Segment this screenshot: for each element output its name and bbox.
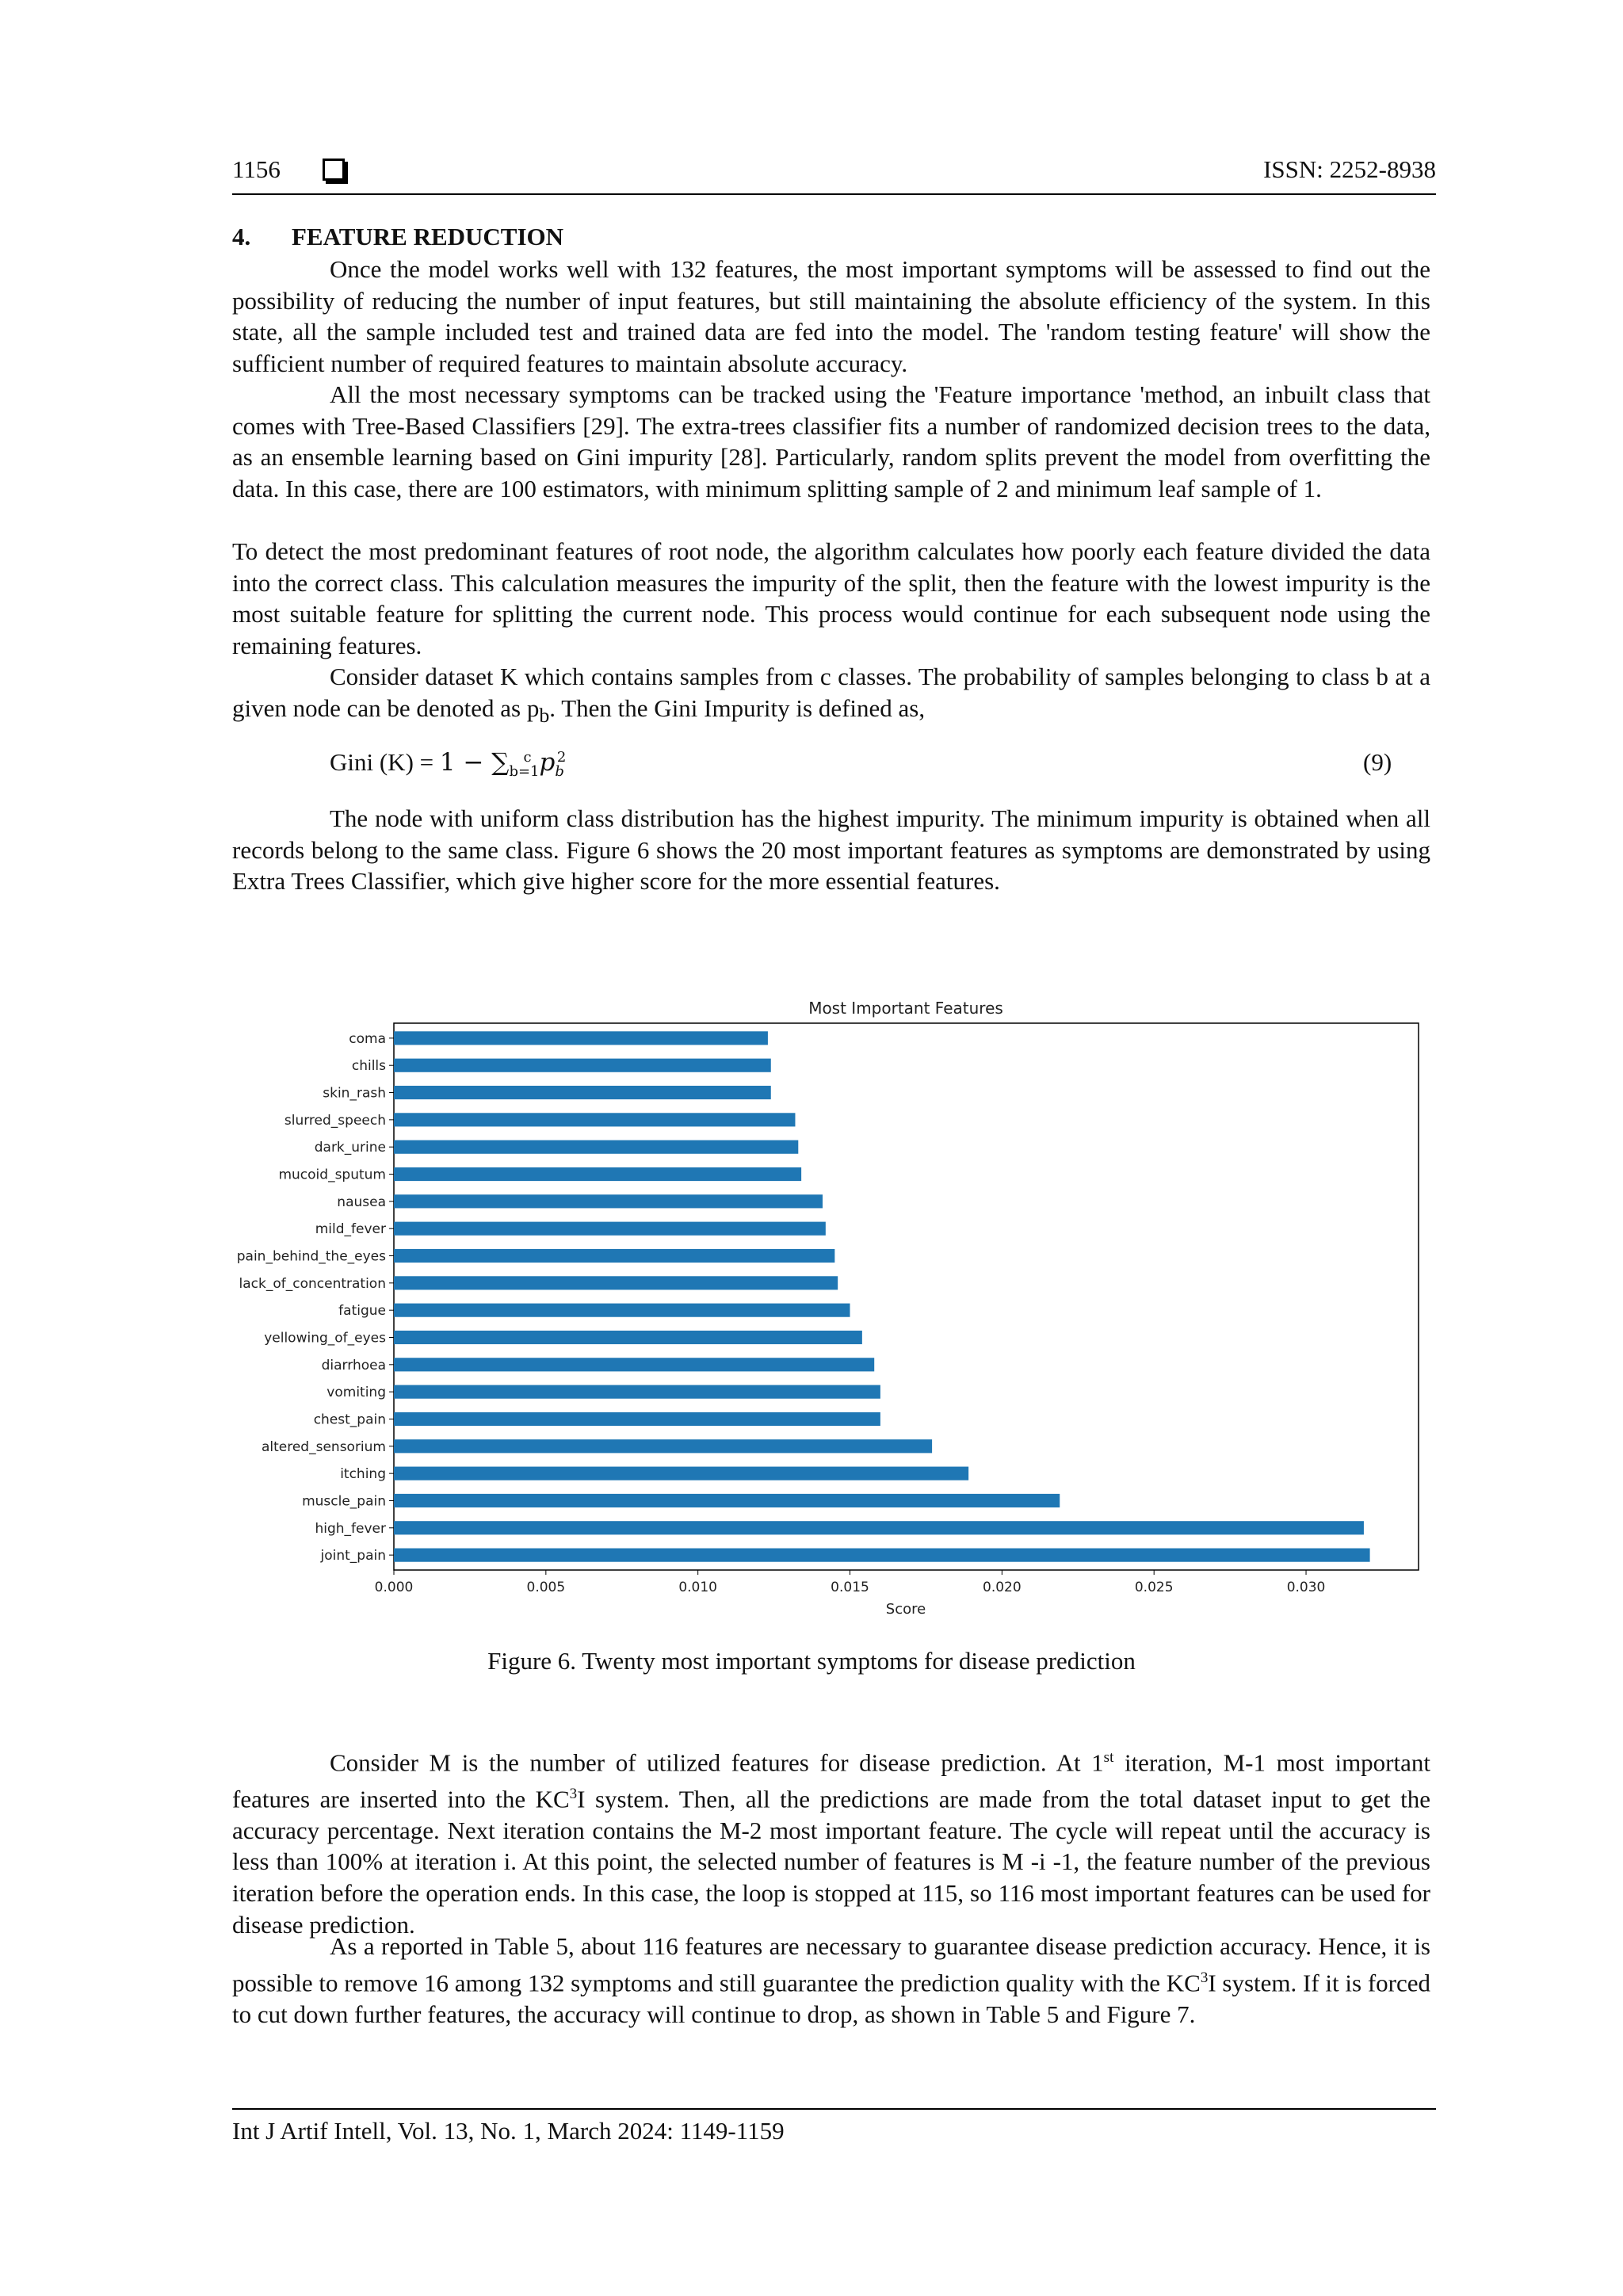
equation-formula: $1 - \sum_{b=1}^c$ $p_b^2$ bbox=[439, 748, 567, 781]
bar-skin_rash bbox=[394, 1086, 771, 1099]
y-tick-label: chest_pain bbox=[313, 1412, 386, 1428]
paragraph-6-superscript-2: 3 bbox=[569, 1785, 578, 1802]
y-axis-labels bbox=[237, 1031, 394, 1564]
bar-lack_of_concentration bbox=[394, 1276, 838, 1289]
bar-dark_urine bbox=[394, 1140, 798, 1154]
y-tick-label: mucoid_sputum bbox=[278, 1167, 386, 1183]
paragraph-7-superscript: 3 bbox=[1200, 1969, 1209, 1986]
bar-coma bbox=[394, 1031, 768, 1045]
paragraph-4-text-a: Consider dataset K which contains samples from c classes. The probability of samples belonging to class b at a given node can be denoted as p bbox=[232, 663, 1430, 722]
bar-mucoid_sputum bbox=[394, 1167, 801, 1181]
bar-vomiting bbox=[394, 1385, 880, 1399]
x-tick-label: 0.030 bbox=[1286, 1580, 1326, 1595]
x-tick-label: 0.025 bbox=[1134, 1580, 1174, 1595]
bar-chest_pain bbox=[394, 1412, 880, 1426]
y-tick-label: dark_urine bbox=[314, 1140, 386, 1156]
paragraph-6-text-c: I system. Then, all the predictions are made from the total dataset input to get the accuracy percentage. Next iteration contains the M-2 most important feature. The cycle will repeat until the accuracy is less than 100% at iteration i. At this point, the selected number of features is M -i -1, the feature number of the previous iteration before the operation ends. In this case, the loop is stopped at 115, so 116 most important features can be used for disease prediction. bbox=[232, 1785, 1430, 1939]
bar-yellowing_of_eyes bbox=[394, 1331, 862, 1344]
y-tick-label: slurred_speech bbox=[284, 1112, 386, 1129]
bar-muscle_pain bbox=[394, 1494, 1060, 1507]
equation-label: Gini (K) = bbox=[330, 748, 440, 776]
footer-rule bbox=[232, 2108, 1436, 2110]
paragraph-2: All the most necessary symptoms can be tracked using the 'Feature importance 'method, an inbuilt class that comes with Tree-Based Classifiers [29]. The extra-trees classifier fits a number of randomized decision trees to the data, as an ensemble learning based on Gini impurity [28]. Particularly, random splits prevent the model from overfitting the data. In this case, there are 100 estimators, with minimum splitting sample of 2 and minimum leaf sample of 1. bbox=[232, 380, 1430, 502]
paragraph-4-text-b: . Then the Gini Impurity is defined as, bbox=[549, 693, 926, 722]
y-tick-label: pain_behind_the_eyes bbox=[236, 1248, 386, 1265]
bar-itching bbox=[394, 1467, 968, 1480]
x-tick-label: 0.000 bbox=[374, 1580, 414, 1595]
bars-group bbox=[394, 1031, 1370, 1561]
x-tick-label: 0.020 bbox=[983, 1580, 1022, 1595]
chart-title: Most Important Features bbox=[808, 999, 1003, 1018]
paragraph-6-text-a: Consider M is the number of utilized features for disease prediction. At 1 bbox=[330, 1748, 1104, 1777]
y-tick-label: vomiting bbox=[327, 1385, 386, 1401]
plot-area bbox=[394, 1023, 1419, 1570]
paragraph-1: Once the model works well with 132 features, the most important symptoms will be assessed to find out the possibility of reducing the number of input features, but still maintaining the absolute efficiency of the system. In this state, all the sample included test and trained data are fed into the model. The 'random testing feature' will show the sufficient number of required features to maintain absolute accuracy. bbox=[232, 255, 1430, 377]
footer-citation: Int J Artif Intell, Vol. 13, No. 1, March 2024: 1149-1159 bbox=[232, 2117, 785, 2145]
y-tick-label: skin_rash bbox=[323, 1085, 386, 1102]
x-tick-label: 0.005 bbox=[526, 1580, 566, 1595]
y-tick-label: chills bbox=[351, 1058, 386, 1075]
paragraph-6-superscript-1: st bbox=[1103, 1749, 1114, 1766]
y-tick-label: altered_sensorium bbox=[261, 1438, 386, 1455]
y-tick-label: nausea bbox=[337, 1194, 386, 1210]
y-tick-label: diarrhoea bbox=[321, 1357, 386, 1373]
paragraph-7-text-a: As a reported in Table 5, about 116 features are necessary to guarantee disease prediction accuracy. Hence, it is possible to remove 16 among 132 symptoms and still guarantee the prediction quality with the KC bbox=[232, 1932, 1430, 1996]
bar-altered_sensorium bbox=[394, 1439, 932, 1453]
paragraph-7-text-b: I system. If it is forced to cut down further features, the accuracy will continue to drop, as shown in Table 5 and Figure 7. bbox=[232, 1968, 1430, 2028]
x-axis-label: Score bbox=[885, 1601, 926, 1618]
bar-joint_pain bbox=[394, 1549, 1370, 1562]
y-tick-label: mild_fever bbox=[315, 1221, 386, 1238]
paragraph-6 bbox=[232, 1742, 1430, 1940]
equation-number: (9) bbox=[1363, 748, 1392, 776]
bar-mild_fever bbox=[394, 1222, 826, 1236]
paragraph-5: The node with uniform class distribution has the highest impurity. The minimum impurity is obtained when all records belong to the same class. Figure 6 shows the 20 most important features as symptoms are demonstrated by using Extra Trees Classifier, which give higher score for the more essential features. bbox=[232, 804, 1430, 896]
y-tick-label: coma bbox=[349, 1030, 386, 1047]
section-number: 4. bbox=[232, 223, 251, 250]
x-tick-label: 0.015 bbox=[831, 1580, 869, 1595]
bar-diarrhoea bbox=[394, 1358, 874, 1371]
section-title: FEATURE REDUCTION bbox=[292, 223, 564, 250]
bar-chills bbox=[394, 1059, 771, 1072]
page-number: 1156 bbox=[232, 155, 281, 183]
y-tick-label: high_fever bbox=[315, 1520, 386, 1537]
paragraph-7 bbox=[232, 1931, 1430, 2030]
paragraph-6-text-b: iteration, M-1 most important features are inserted into the KC bbox=[232, 1748, 1430, 1813]
bar-fatigue bbox=[394, 1304, 850, 1317]
y-tick-label: lack_of_concentration bbox=[239, 1275, 386, 1292]
paragraph-3: To detect the most predominant features of root node, the algorithm calculates how poorly each feature divided the data into the correct class. This calculation measures the impurity of the split, then the feature with the lowest impurity is the most suitable feature for splitting the current node. This process would continue for each subsequent node using the remaining features. bbox=[232, 537, 1430, 659]
y-tick-label: itching bbox=[340, 1466, 386, 1483]
x-tick-label: 0.010 bbox=[678, 1580, 718, 1595]
bar-high_fever bbox=[394, 1521, 1364, 1534]
bar-slurred_speech bbox=[394, 1113, 795, 1126]
issn-label: ISSN: 2252-8938 bbox=[1263, 155, 1436, 183]
bar-nausea bbox=[394, 1194, 823, 1208]
y-tick-label: fatigue bbox=[338, 1303, 386, 1320]
paragraph-4-subscript: b bbox=[539, 703, 550, 727]
y-tick-label: muscle_pain bbox=[302, 1493, 386, 1510]
y-tick-label: yellowing_of_eyes bbox=[264, 1330, 386, 1347]
figure-caption: Figure 6. Twenty most important symptoms for disease prediction bbox=[487, 1647, 1136, 1675]
y-tick-label: joint_pain bbox=[320, 1548, 386, 1564]
x-axis-ticks bbox=[375, 1570, 1326, 1595]
bar-pain_behind_the_eyes bbox=[394, 1249, 834, 1263]
